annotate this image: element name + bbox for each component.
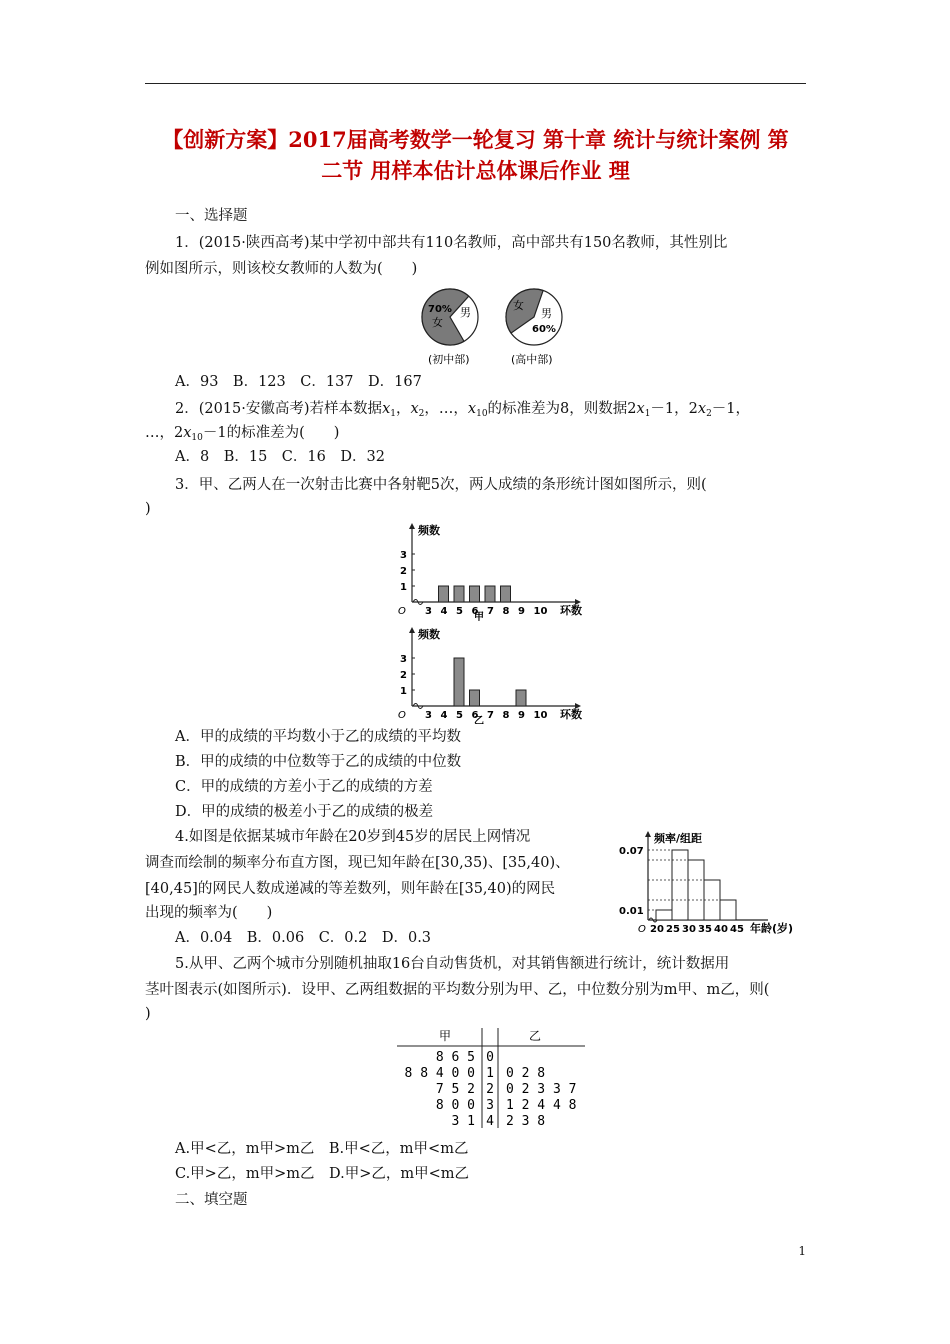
stem-leaf-stem: 3 [486, 1098, 494, 1113]
hist-ylabel: 频率/组距 [654, 832, 703, 845]
yi-xtick: 4 [440, 710, 448, 721]
hist-xtick: 35 [698, 924, 712, 935]
jia-bar [470, 586, 480, 602]
q2-line2: …，$2x_{10}-1$的标准差为( ) [145, 425, 340, 443]
q5-options-ab: A.甲<乙，m甲>m乙 B.甲<乙，m甲<m乙 [175, 1141, 469, 1157]
q5-options-cd: C.甲>乙，m甲>m乙 D.甲>乙，m甲<m乙 [175, 1166, 469, 1182]
bar-chart-yi [390, 624, 600, 724]
stem-leaf-left-leaves: 8 6 5 [435, 1050, 475, 1065]
yi-bar [470, 690, 480, 706]
q1-options: A．93 B．123 C．137 D．167 [175, 374, 422, 390]
stem-leaf-right-leaves: 0 2 8 [506, 1066, 546, 1081]
yi-xtick: 10 [533, 710, 548, 721]
stem-leaf-left-leaves: 8 0 0 [435, 1098, 475, 1113]
q4-line3: [40,45]的网民人数成递减的等差数列，则年龄在[35,40)的网民 [145, 881, 556, 897]
jia-ytick: 1 [400, 582, 407, 593]
section-fill: 二、填空题 [175, 1192, 248, 1208]
q3-line2: ) [145, 501, 151, 517]
stem-leaf-right-leaves: 0 2 3 3 7 [506, 1082, 577, 1097]
q2-options: A．8 B．15 C．16 D．32 [175, 449, 385, 465]
title-line-2: 二节 用样本估计总体课后作业 理 [321, 158, 630, 183]
jia-y-arrow [409, 523, 415, 529]
q1-line2: 例如图所示，则该校女教师的人数为( ) [145, 261, 418, 277]
yi-bar [454, 658, 464, 706]
stem-leaf-plot [395, 1026, 590, 1130]
yi-xlabel: 环数 [560, 708, 582, 721]
jia-title: 甲 [474, 612, 484, 622]
q4-line2: 调查而绘制的频率分布直方图，现已知年龄在[30,35)、[35,40)、 [145, 855, 570, 871]
hist-ytick: 0.01 [619, 906, 644, 917]
stem-leaf-right-leaves: 2 3 8 [506, 1114, 546, 1129]
q4-line4: 出现的频率为( ) [145, 905, 273, 921]
hist-xtick: 25 [666, 924, 680, 935]
stem-leaf-right-leaves: 1 2 4 4 8 [506, 1098, 577, 1113]
pie-senior-pct: 60% [532, 324, 556, 335]
pie-junior-caption: (初中部) [428, 353, 470, 366]
hist-ytick: 0.07 [619, 846, 644, 857]
q5-line3: ) [145, 1006, 151, 1022]
histogram-age [618, 828, 808, 940]
section-choice: 一、选择题 [175, 208, 248, 224]
stem-leaf-left-leaves: 3 1 [451, 1114, 475, 1129]
pie-senior [506, 289, 562, 366]
pie-junior-female: 女 [432, 316, 443, 329]
hist-origin: O [638, 924, 646, 935]
yi-ytick: 2 [400, 670, 407, 681]
yi-xtick: 8 [502, 710, 510, 721]
jia-bar [439, 586, 449, 602]
yi-xtick: 5 [456, 710, 463, 721]
hist-bar [688, 860, 704, 920]
hist-xlabel: 年龄(岁) [750, 922, 794, 935]
jia-bar [485, 586, 495, 602]
q4-line1: 4.如图是依据某城市年龄在20岁到45岁的居民上网情况 [175, 829, 531, 845]
header-rule [145, 83, 806, 84]
stem-leaf-left-leaves: 8 8 4 0 0 [404, 1066, 475, 1081]
hist-y-arrow [645, 831, 651, 837]
jia-xtick: 3 [425, 606, 432, 617]
pie-junior-pct: 70% [428, 304, 452, 315]
q4-options: A．0.04 B．0.06 C．0.2 D．0.3 [175, 930, 432, 946]
stem-leaf-left-header: 甲 [439, 1029, 452, 1043]
bar-chart-jia [390, 520, 600, 622]
jia-xtick: 7 [487, 606, 494, 617]
stem-leaf-stem: 0 [486, 1050, 494, 1065]
q3-option-c: C．甲的成绩的方差小于乙的成绩的方差 [175, 779, 433, 795]
stem-leaf-stem: 1 [486, 1066, 494, 1081]
jia-xtick: 8 [502, 606, 510, 617]
yi-xtick: 7 [487, 710, 494, 721]
q3-option-b: B．甲的成绩的中位数等于乙的成绩的中位数 [175, 754, 462, 770]
hist-bar [720, 900, 736, 920]
jia-ytick: 2 [400, 566, 407, 577]
q2-line1: 2．(2015·安徽高考)若样本数据$x_1$，$x_2$，…，$x_{10}$的标准差为8，则数据$2x_1-1$，$2x_2-1$， [175, 401, 751, 419]
pie-junior [422, 289, 478, 366]
hist-xtick: 40 [714, 924, 728, 935]
stem-leaf-stem: 2 [486, 1082, 494, 1097]
yi-ylabel: 频数 [418, 628, 440, 641]
jia-xtick: 10 [533, 606, 548, 617]
stem-leaf-left-leaves: 7 5 2 [435, 1082, 475, 1097]
jia-ytick: 3 [400, 550, 407, 561]
jia-bar [454, 586, 464, 602]
hist-xtick: 45 [730, 924, 744, 935]
q5-line2: 茎叶图表示(如图所示)．设甲、乙两组数据的平均数分别为甲、乙，中位数分别为m甲、m乙，则( [145, 982, 770, 998]
yi-bar [516, 690, 526, 706]
jia-ylabel: 频数 [418, 524, 440, 537]
hist-xtick: 30 [682, 924, 696, 935]
yi-xtick: 3 [425, 710, 432, 721]
pie-senior-female: 女 [513, 299, 524, 312]
pie-senior-male: 男 [541, 307, 552, 320]
hist-bar [672, 850, 688, 920]
stem-leaf-stem: 4 [486, 1114, 494, 1129]
yi-ytick: 3 [400, 654, 407, 665]
yi-origin: O [398, 710, 406, 721]
page-number: 1 [798, 1244, 806, 1258]
jia-xtick: 6 [471, 606, 479, 617]
q3-line1: 3．甲、乙两人在一次射击比赛中各射靶5次，两人成绩的条形统计图如图所示，则( [175, 477, 707, 493]
yi-y-arrow [409, 627, 415, 633]
q3-option-d: D．甲的成绩的极差小于乙的成绩的极差 [175, 804, 434, 820]
stem-leaf-right-header: 乙 [529, 1029, 542, 1043]
yi-title: 乙 [474, 716, 484, 724]
title-line-1: 【创新方案】2017届高考数学一轮复习 第十章 统计与统计案例 第 [162, 127, 789, 152]
page-title [145, 124, 806, 186]
yi-ytick: 1 [400, 686, 407, 697]
pie-senior-caption: (高中部) [511, 353, 553, 366]
jia-bar [501, 586, 511, 602]
jia-xtick: 5 [456, 606, 463, 617]
yi-xtick: 9 [518, 710, 525, 721]
jia-origin: O [398, 606, 406, 617]
yi-xtick: 6 [471, 710, 479, 721]
q1-pie-figure [410, 285, 580, 373]
hist-bar [656, 910, 672, 920]
pie-junior-male: 男 [460, 306, 471, 319]
jia-xtick: 9 [518, 606, 525, 617]
hist-xtick: 20 [650, 924, 664, 935]
jia-xtick: 4 [440, 606, 448, 617]
q1-line1: 1．(2015·陕西高考)某中学初中部共有110名教师，高中部共有150名教师，其性别比 [175, 235, 728, 251]
q5-line1: 5.从甲、乙两个城市分别随机抽取16台自动售货机，对其销售额进行统计，统计数据用 [175, 956, 730, 972]
q3-option-a: A．甲的成绩的平均数小于乙的成绩的平均数 [175, 729, 461, 745]
jia-xlabel: 环数 [560, 604, 582, 617]
